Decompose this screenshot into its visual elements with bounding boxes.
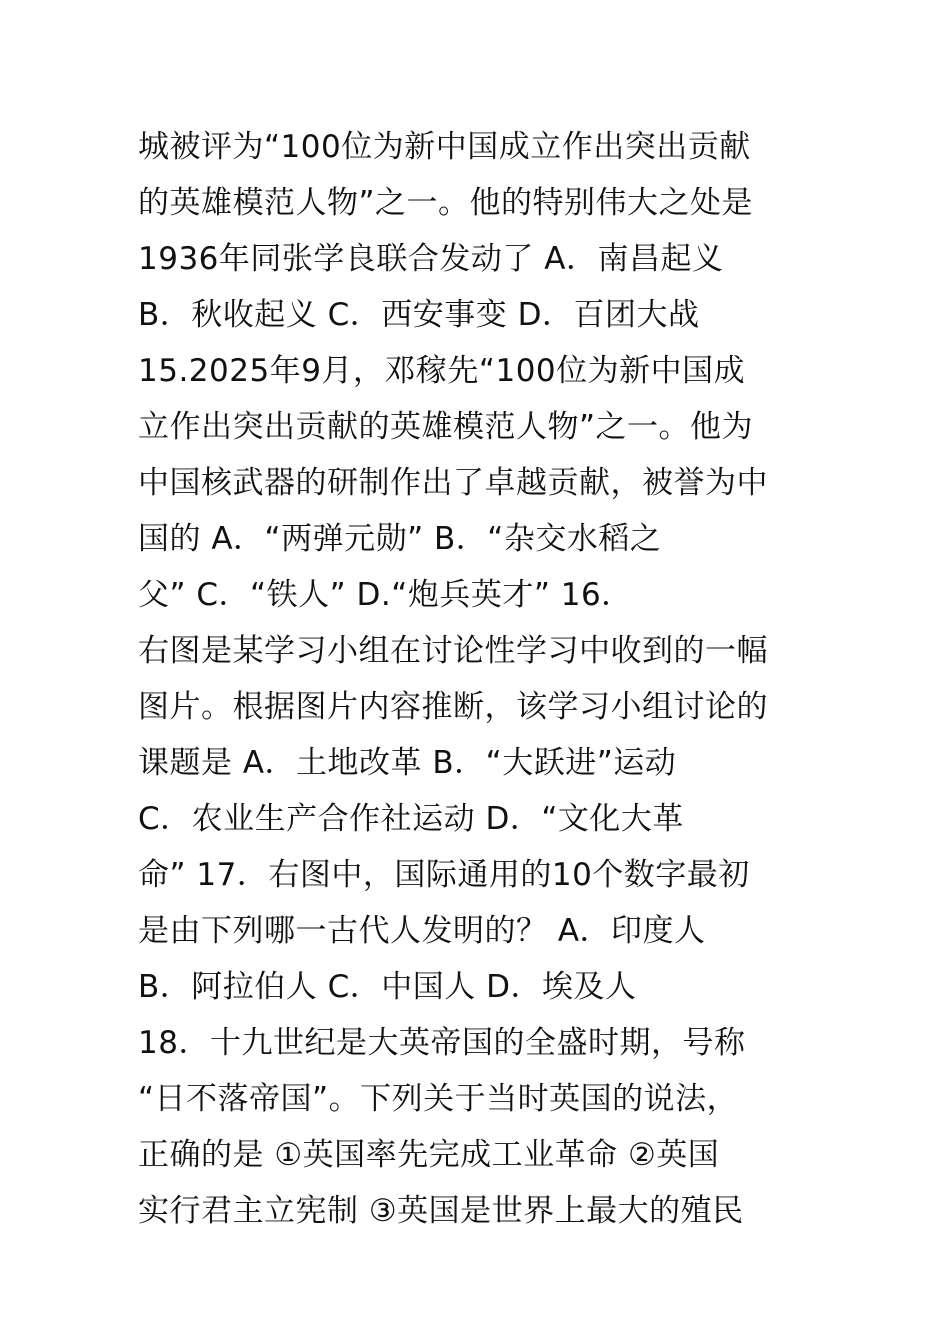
text-line: 国的 A．“两弹元勋” B．“杂交水稻之 bbox=[138, 521, 662, 557]
text-line: 是由下列哪一古代人发明的？ A．印度人 bbox=[138, 913, 706, 949]
text-line: 的英雄模范人物”之一。他的特别伟大之处是 bbox=[138, 185, 754, 221]
text-line: 18．十九世纪是大英帝国的全盛时期，号称 bbox=[138, 1025, 746, 1061]
text-line: C．农业生产合作社运动 D．“文化大革 bbox=[138, 801, 684, 837]
text-line: 中国核武器的研制作出了卓越贡献，被誉为中 bbox=[138, 465, 768, 501]
text-line: 实行君主立宪制 ③英国是世界上最大的殖民 bbox=[138, 1193, 744, 1229]
text-line: 课题是 A．土地改革 B．“大跃进”运动 bbox=[138, 745, 677, 781]
text-line: 1936年同张学良联合发动了 A．南昌起义 bbox=[138, 241, 724, 277]
text-line: 城被评为“100位为新中国成立作出突出贡献 bbox=[138, 129, 751, 165]
text-line: B．秋收起义 C．西安事变 D．百团大战 bbox=[138, 297, 700, 333]
text-line: 右图是某学习小组在讨论性学习中收到的一幅 bbox=[138, 633, 768, 669]
text-line: B．阿拉伯人 C．中国人 D．埃及人 bbox=[138, 969, 637, 1005]
text-line: 父” C．“铁人” D.“炮兵英才” 16． bbox=[138, 577, 633, 613]
text-line: 图片。根据图片内容推断，该学习小组讨论的 bbox=[138, 689, 768, 725]
text-line: 命” 17．右图中，国际通用的10个数字最初 bbox=[138, 857, 750, 893]
text-line: 正确的是 ①英国率先完成工业革命 ②英国 bbox=[138, 1137, 720, 1173]
text-line: 15.2025年9月，邓稼先“100位为新中国成 bbox=[138, 353, 746, 389]
text-line: “日不落帝国”。下列关于当时英国的说法， bbox=[138, 1081, 739, 1117]
text-line: 立作出突出贡献的英雄模范人物”之一。他为 bbox=[138, 409, 754, 445]
